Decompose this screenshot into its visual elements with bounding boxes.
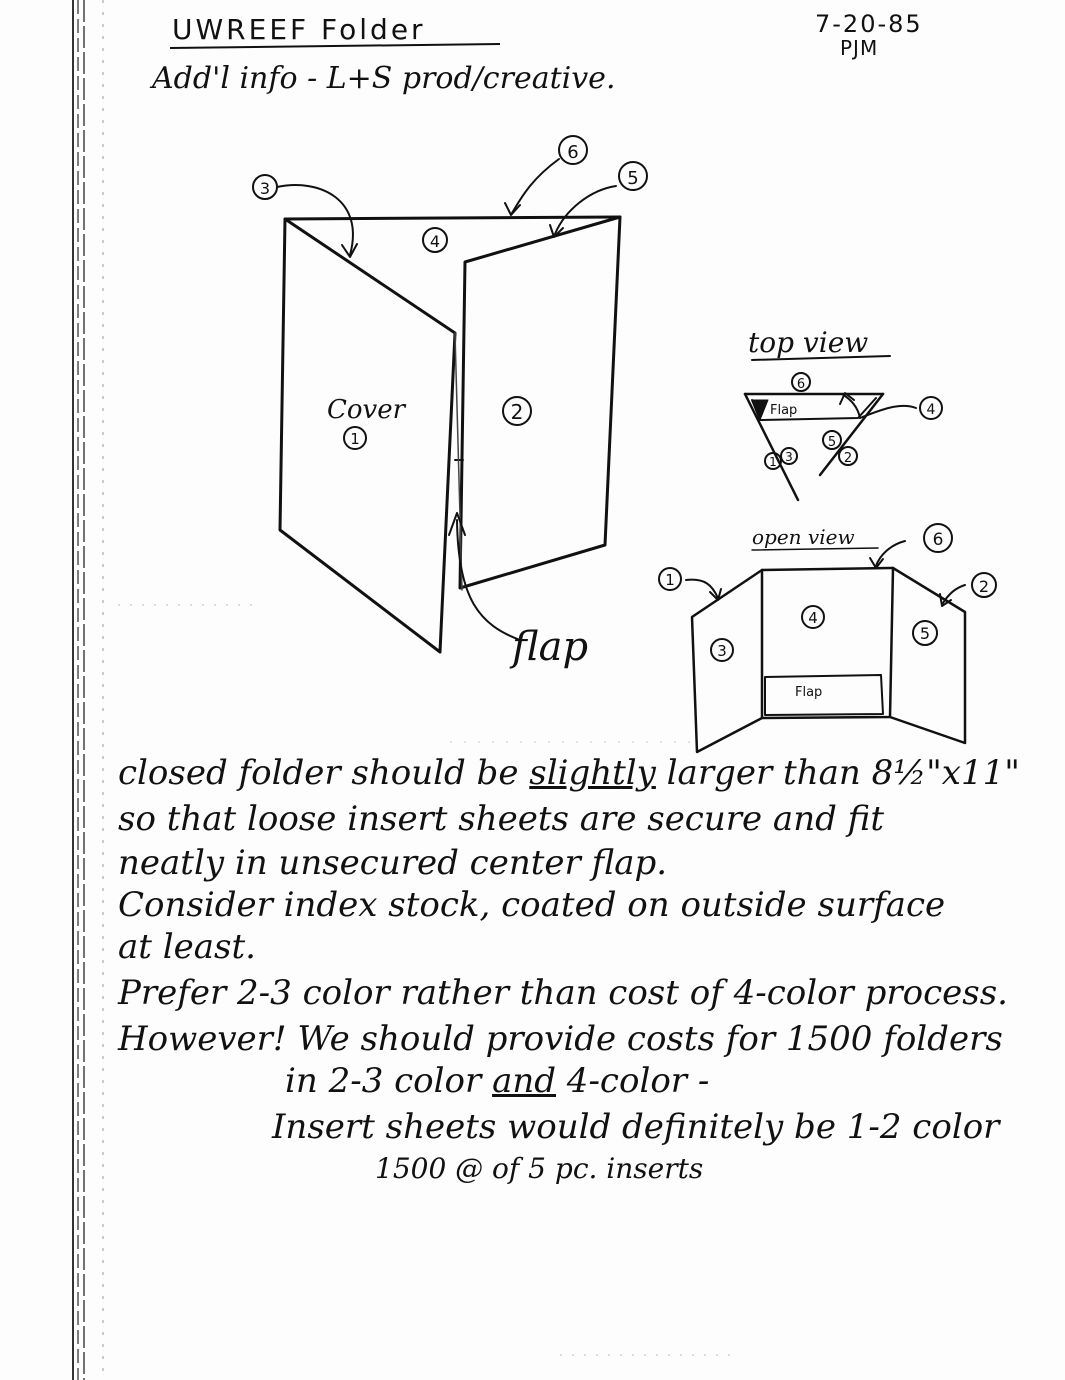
open-view-flap-label: Flap — [795, 685, 823, 700]
cover-number: 1 — [350, 430, 360, 448]
open-view-panel-4: 4 — [808, 609, 818, 627]
top-view-marker-3: 3 — [785, 450, 793, 464]
author-initials: PJM — [840, 36, 879, 60]
note-line-8-end: 4-color - — [556, 1061, 710, 1101]
note-line-7: However! We should provide costs for 1500 folders — [118, 1019, 1003, 1059]
marker-5: 5 — [627, 168, 639, 189]
page-title: UWREEF Folder — [172, 13, 426, 46]
top-view-title: top view — [748, 326, 869, 359]
note-line-1-emphasis: slightly — [529, 753, 656, 793]
note-line-3: neatly in unsecured center flap. — [118, 843, 668, 883]
note-line-9: Insert sheets would definitely be 1-2 color — [272, 1107, 1000, 1147]
note-line-10: 1500 @ of 5 pc. inserts — [375, 1152, 704, 1185]
top-view-marker-1: 1 — [769, 455, 777, 469]
open-view-panel-5: 5 — [919, 624, 931, 643]
note-line-2: so that loose insert sheets are secure and fit — [118, 799, 885, 839]
note-line-1-end: larger than 8½"x11" — [655, 753, 1020, 793]
top-view-marker-5: 5 — [827, 435, 837, 450]
top-view-marker-6: 6 — [796, 377, 806, 392]
top-view-flap-label: Flap — [770, 403, 798, 418]
note-line-8-emphasis: and — [492, 1061, 556, 1101]
date-note: 7-20-85 — [815, 10, 923, 38]
note-line-8-start: in 2-3 color — [285, 1061, 493, 1101]
note-line-6: Prefer 2-3 color rather than cost of 4-color process. — [118, 973, 1008, 1013]
open-view-marker-6: 6 — [932, 530, 944, 550]
note-line-5: at least. — [118, 927, 256, 967]
page-subtitle: Add'l info - L+S prod/creative. — [152, 61, 616, 96]
marker-4: 4 — [429, 232, 441, 251]
marker-6: 6 — [567, 142, 579, 163]
top-view-marker-4: 4 — [926, 402, 936, 418]
open-view-panel-3: 3 — [717, 642, 727, 660]
open-view-marker-2: 2 — [978, 577, 990, 596]
cover-label: Cover — [327, 395, 406, 425]
open-view-marker-1: 1 — [665, 571, 675, 589]
top-view-marker-2: 2 — [843, 451, 853, 466]
open-view-title: open view — [752, 525, 855, 549]
note-line-4: Consider index stock, coated on outside surface — [118, 885, 946, 925]
panel-2-number: 2 — [510, 400, 524, 424]
marker-3: 3 — [259, 179, 271, 198]
note-line-1-start: closed folder should be — [118, 753, 530, 793]
flap-label: flap — [512, 624, 589, 670]
